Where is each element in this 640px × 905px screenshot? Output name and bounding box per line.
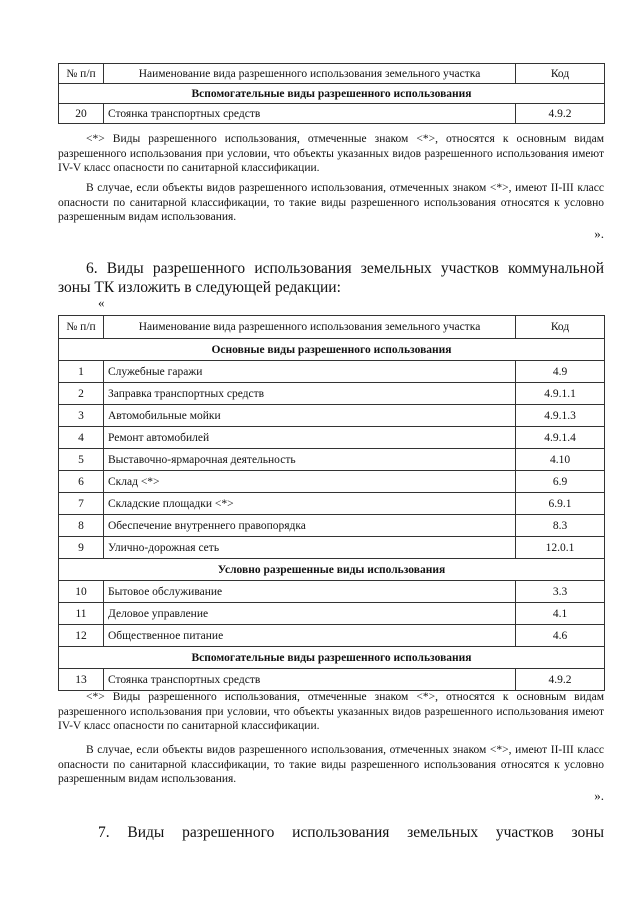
section-title: Вспомогательные виды разрешенного использования: [59, 84, 605, 104]
col-header-code: Код: [516, 316, 605, 339]
table-row: [59, 669, 605, 691]
row-code: 3.3: [516, 581, 605, 603]
table-row: [59, 537, 605, 559]
row-name: Бытовое обслуживание: [104, 581, 516, 603]
section-title: Основные виды разрешенного использования: [59, 339, 605, 361]
row-name: Деловое управление: [104, 603, 516, 625]
row-code: 4.9: [516, 361, 605, 383]
row-code: 4.9.1.4: [516, 427, 605, 449]
footnote-paragraph: <*> Виды разрешенного использования, отмеченные знаком <*>, относятся к основным видам разрешенного использования при условии, что объекты указанных видов разрешенного использования имеют IV-V класс опасности по санитарной классификации.: [58, 133, 604, 174]
section-row: [59, 84, 605, 104]
row-number: 12: [59, 625, 104, 647]
col-header-code: Код: [516, 64, 605, 84]
row-name: Выставочно-ярмарочная деятельность: [104, 449, 516, 471]
row-name: Стоянка транспортных средств: [104, 669, 516, 691]
section-title: Условно разрешенные виды использования: [59, 559, 605, 581]
table-row: [59, 427, 605, 449]
row-number: 6: [59, 471, 104, 493]
row-code: 4.10: [516, 449, 605, 471]
row-name: Общественное питание: [104, 625, 516, 647]
row-number: 8: [59, 515, 104, 537]
row-name: Ремонт автомобилей: [104, 427, 516, 449]
note-paragraph: В случае, если объекты видов разрешенного использования, отмеченных знаком <*>, имеют II-III класс опасности по санитарной классификации, то такие виды разрешенного использования относятся к условно разрешенным видам использования.: [58, 744, 604, 785]
row-number: 9: [59, 537, 104, 559]
row-code: 4.9.1.1: [516, 383, 605, 405]
table-header-row: [59, 64, 605, 84]
table-row: [59, 515, 605, 537]
table-row: [59, 581, 605, 603]
row-name: Служебные гаражи: [104, 361, 516, 383]
section-heading: 7. Виды разрешенного использования земельных участков зоны: [98, 824, 604, 841]
table-row: [59, 449, 605, 471]
zoning-table: [58, 315, 605, 691]
table-header-row: [59, 316, 605, 339]
note-paragraph: В случае, если объекты видов разрешенного использования, отмеченных знаком <*>, имеют II-III класс опасности по санитарной классификации, то такие виды разрешенного использования относятся к условно разрешенным видам использования.: [58, 182, 604, 223]
row-number: 13: [59, 669, 104, 691]
row-number: 5: [59, 449, 104, 471]
row-name: Заправка транспортных средств: [104, 383, 516, 405]
section-row: [59, 647, 605, 669]
col-header-number: № п/п: [59, 64, 104, 84]
row-code: 4.6: [516, 625, 605, 647]
row-name: Улично-дорожная сеть: [104, 537, 516, 559]
row-name: Обеспечение внутреннего правопорядка: [104, 515, 516, 537]
opening-quote: «: [98, 295, 105, 310]
row-name: Складские площадки <*>: [104, 493, 516, 515]
row-number: 3: [59, 405, 104, 427]
col-header-name: Наименование вида разрешенного использования земельного участка: [104, 64, 516, 84]
col-header-number: № п/п: [59, 316, 104, 339]
table-row: [59, 361, 605, 383]
row-number: 7: [59, 493, 104, 515]
row-code: 8.3: [516, 515, 605, 537]
row-code: 4.9.2: [516, 669, 605, 691]
section-title: Вспомогательные виды разрешенного использования: [59, 647, 605, 669]
zoning-table-continued: [58, 63, 605, 124]
table-row: [59, 383, 605, 405]
table-row: [59, 493, 605, 515]
section-row: [59, 559, 605, 581]
row-code: 6.9: [516, 471, 605, 493]
section-row: [59, 339, 605, 361]
table-row: [59, 405, 605, 427]
row-code: 4.1: [516, 603, 605, 625]
row-name: Стоянка транспортных средств: [104, 104, 516, 124]
row-number: 1: [59, 361, 104, 383]
closing-quote: ».: [594, 788, 604, 803]
row-code: 12.0.1: [516, 537, 605, 559]
table-row: [59, 104, 605, 124]
col-header-name: Наименование вида разрешенного использования земельного участка: [104, 316, 516, 339]
table-row: [59, 471, 605, 493]
row-number: 20: [59, 104, 104, 124]
row-number: 11: [59, 603, 104, 625]
closing-quote: ».: [594, 226, 604, 241]
table-row: [59, 625, 605, 647]
footnote-paragraph: <*> Виды разрешенного использования, отмеченные знаком <*>, относятся к основным видам разрешенного использования при условии, что объекты указанных видов разрешенного использования имеют IV-V класс опасности по санитарной классификации.: [58, 691, 604, 732]
row-name: Склад <*>: [104, 471, 516, 493]
row-code: 4.9.1.3: [516, 405, 605, 427]
row-number: 4: [59, 427, 104, 449]
table-row: [59, 603, 605, 625]
section-heading: 6. Виды разрешенного использования земельных участков коммунальной зоны ТК изложить в следующей редакции:: [58, 260, 604, 296]
row-number: 2: [59, 383, 104, 405]
row-code: 6.9.1: [516, 493, 605, 515]
row-number: 10: [59, 581, 104, 603]
row-code: 4.9.2: [516, 104, 605, 124]
row-name: Автомобильные мойки: [104, 405, 516, 427]
